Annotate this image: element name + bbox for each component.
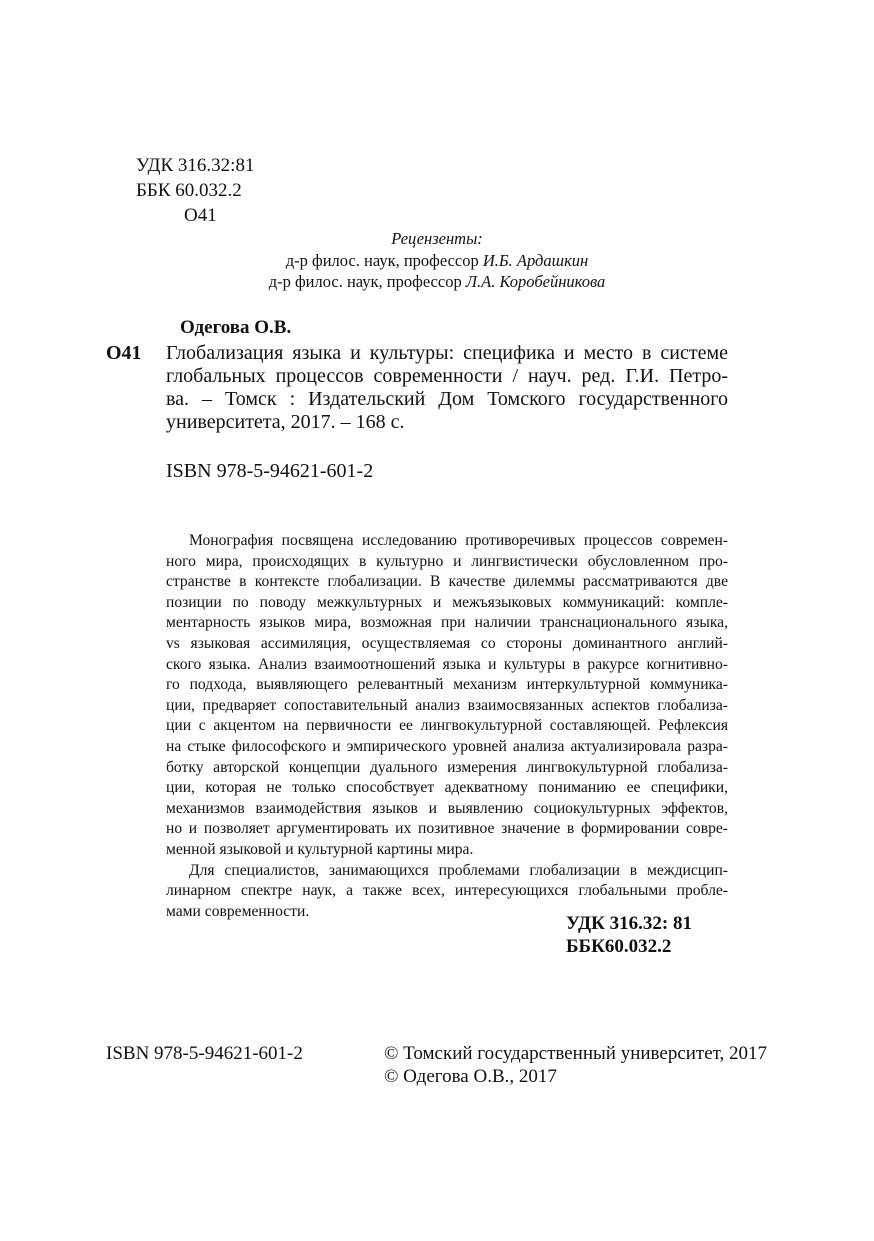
bbk-code: ББК 60.032.2: [136, 180, 242, 201]
annotation-line: ментарность языков мира, возможная при наличии транснационального языка,: [166, 614, 728, 632]
annotation-line: на стыке философского и эмпирического уровней анализа актуализировала разра-: [166, 737, 728, 755]
reviewer-2-name: Л.А. Коробейникова: [465, 272, 606, 291]
entry-author: Одегова О.В.: [180, 317, 292, 338]
reviewers-heading: Рецензенты:: [391, 229, 483, 248]
entry-isbn: ISBN 978-5-94621-601-2: [166, 460, 374, 482]
annotation: [166, 531, 728, 922]
annotation-line: механизмов взаимодействия языков и выявлению социокультурных эффектов,: [166, 799, 728, 817]
entry-title: [166, 342, 728, 434]
reviewer-1-name: И.Б. Ардашкин: [482, 251, 589, 270]
annotation-line: Для специалистов, занимающихся проблемами глобализации в междисцип-: [189, 861, 728, 879]
copyright-university: © Томский государственный университет, 2017: [384, 1043, 768, 1064]
annotation-line: го подхода, выявляющего релевантный механизм интеркультурной коммуника-: [166, 676, 728, 694]
entry-mark: О41: [106, 342, 142, 364]
annotation-line: ции, предваряет сопоставительный анализ взаимосвязанных аспектов глобализа-: [166, 696, 728, 714]
annotation-line: ного мира, происходящих в культурно и лингвистически обусловленном про-: [166, 552, 728, 570]
annotation-line: менной языковой и культурной картины мира.: [166, 840, 474, 858]
entry-title-line: глобальных процессов современности / науч. ред. Г.И. Петро-: [166, 365, 728, 387]
annotation-line: но и позволяет аргументировать их позитивное значение в формировании совре-: [166, 820, 728, 838]
annotation-line: ции с акцентом на первичности ее лингвокультурной составляющей. Рефлексия: [166, 717, 728, 735]
annotation-line: позиции по поводу межкультурных и межъязыковых коммуникаций: компле-: [166, 593, 728, 611]
annotation-line: линарном спектре наук, а также всех, интересующихся глобальными пробле-: [166, 882, 728, 900]
footer-isbn: ISBN 978-5-94621-601-2: [106, 1043, 303, 1064]
annotation-line: ботку авторской концепции дуального измерения лингвокультурной глобализа-: [166, 758, 728, 776]
annotation-line: Монография посвящена исследованию противоречивых процессов современ-: [189, 532, 728, 549]
entry-title-line: ва. – Томск : Издательский Дом Томского государственного: [166, 388, 728, 410]
udk-code: УДК 316.32:81: [136, 155, 255, 176]
annotation-line: vs языковая ассимиляция, осуществляемая со стороны доминантного англий-: [166, 634, 728, 652]
entry-title-line: Глобализация языка и культуры: специфика и место в системе: [166, 342, 728, 364]
reviewer-2: [0, 272, 874, 292]
reviewer-1-title: д-р филос. наук, профессор: [285, 251, 479, 270]
reviewer-1: [0, 251, 874, 271]
copyright-author: © Одегова О.В., 2017: [384, 1066, 557, 1087]
entry-title-line: университета, 2017. – 168 с.: [166, 411, 405, 433]
author-mark-code: О41: [184, 205, 217, 226]
classification-bbk: ББК60.032.2: [566, 936, 672, 957]
annotation-line: мами современности.: [166, 902, 310, 920]
reviewer-2-title: д-р филос. наук, профессор: [268, 272, 462, 291]
classification-udk: УДК 316.32: 81: [566, 913, 692, 934]
annotation-line: странстве в контексте глобализации. В качестве дилеммы рассматриваются две: [166, 573, 728, 591]
annotation-line: ского языка. Анализ взаимоотношений языка и культуры в ракурсе когнитивно-: [166, 655, 728, 673]
annotation-line: ции, которая не только способствует адекватному пониманию ее специфики,: [166, 779, 728, 797]
